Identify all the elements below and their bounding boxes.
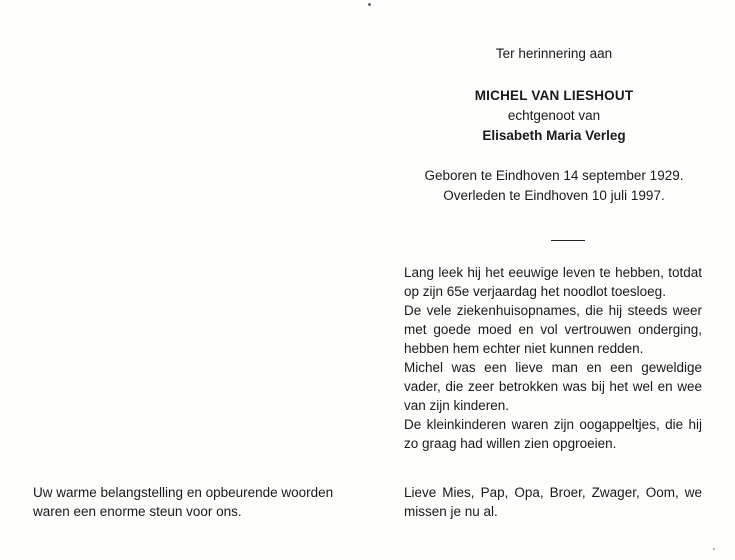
deceased-name: MICHEL VAN LIESHOUT [474, 88, 634, 103]
speck-mark [713, 548, 715, 550]
thanks-note: Uw warme belangstelling en opbeurende woorden waren een enorme steun voor ons. [33, 485, 334, 519]
paragraph: De kleinkinderen waren zijn oogappeltjes, die hij zo graag had willen zien opgroeien. [404, 417, 702, 451]
birth-line: Geboren te Eindhoven 14 september 1929. [424, 168, 684, 183]
paragraph: Michel was een lieve man en een geweldige vader, die zeer betrokken was bij het wel en wee van zijn kinderen. [404, 360, 702, 413]
memorial-paragraphs [404, 263, 702, 453]
relation-line: echtgenoot van [507, 108, 601, 123]
speck-mark [368, 3, 371, 6]
life-dates [404, 166, 704, 206]
intro-line: Ter herinnering aan [495, 46, 613, 61]
paragraph: De vele ziekenhuisopnames, die hij steeds weer met goede moed en vol vertrouwen onderging, hebben hem echter niet kunnen redden. [404, 303, 702, 356]
closing-words: Lieve Mies, Pap, Opa, Broer, Zwager, Oom, we missen je nu al. [404, 485, 702, 519]
memorial-text-panel [404, 44, 704, 453]
death-line: Overleden te Eindhoven 10 juli 1997. [443, 188, 665, 203]
spouse-name: Elisabeth Maria Verleg [482, 128, 626, 143]
paragraph: Lang leek hij het eeuwige leven te hebben, totdat op zijn 65e verjaardag het noodlot toesloeg. [404, 265, 702, 299]
divider-line [551, 240, 585, 241]
